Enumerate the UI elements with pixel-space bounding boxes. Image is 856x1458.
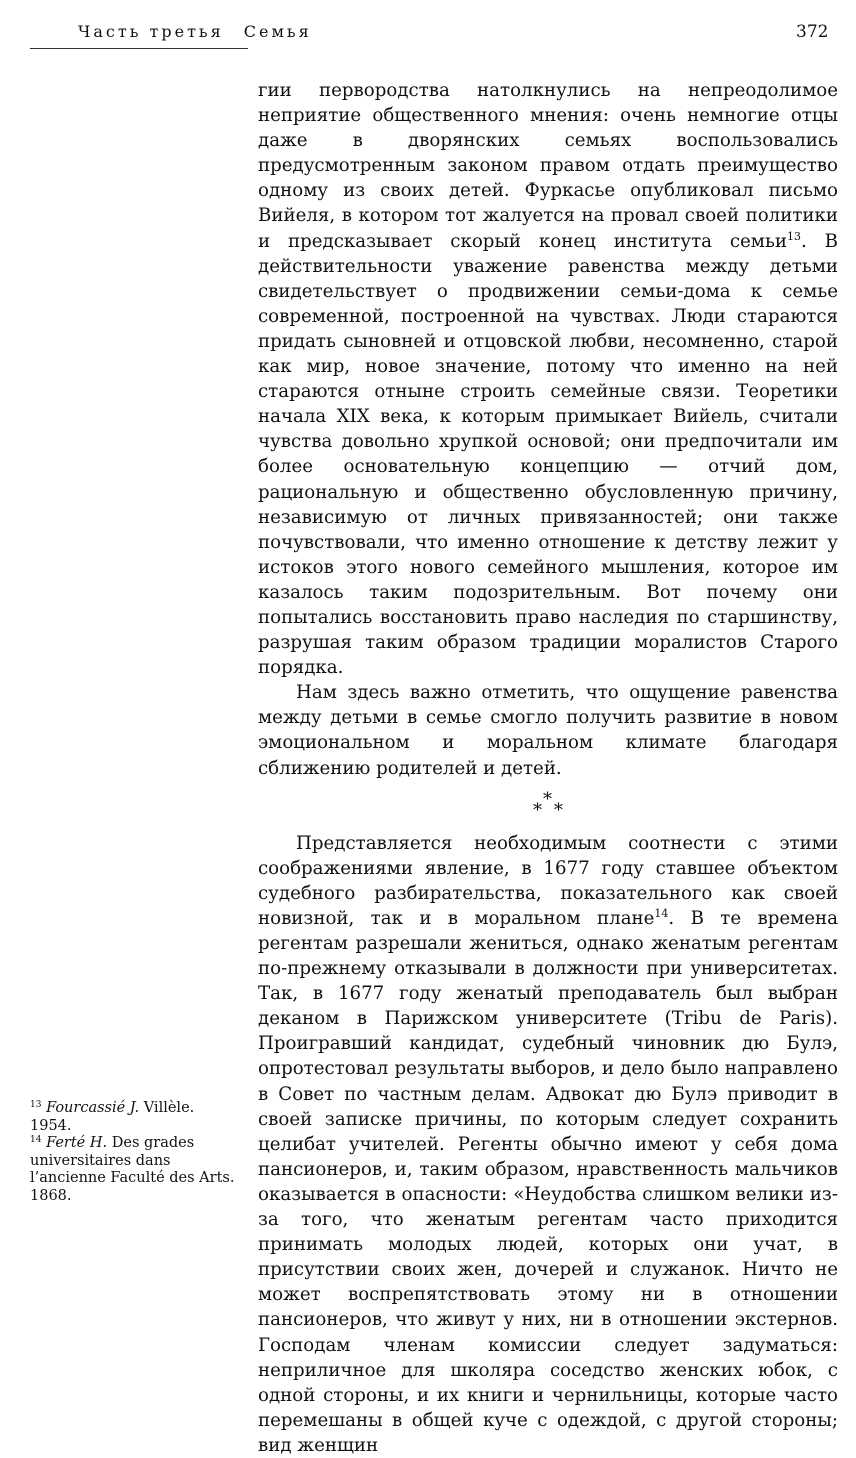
paragraph-3-text-a: Представляется необходимым соотнести с этими соображениями явление, в 1677 году ставшее объектом судебного разбирательства, показательного как своей новизной, так и в моральном плане: [258, 832, 838, 929]
paragraph-2: Нам здесь важно отметить, что ощущение равенства между детьми в семье смогло получить развитие в новом эмоциональном и моральном климате благодаря сближению родителей и детей.: [258, 682, 838, 779]
paragraph-1-text-a: гии первородства натолкнулись на непреодолимое неприятие общественного мнения: очень немногие отцы даже в дворянских семьях воспользовались предусмотренным законом правом отдать преимущество одному из своих детей. Фуркасье опубликовал письмо Вийеля, в котором тот жалуется на провал своей политики и предсказывает скорый конец института семьи: [258, 80, 838, 252]
asterisk-left: *: [533, 799, 542, 821]
footnote-13-number: 13: [30, 1100, 42, 1110]
main-text: [258, 78, 838, 1458]
asterism: [258, 781, 838, 831]
footnotes: [30, 1100, 240, 1205]
paragraph-1-text-b: . В действительности уважение равенства между детьми свидетельствует о продвижении семьи-дома к семье современной, построенной на чувствах. Люди стараются придать сыновней и отцовской любви, несомненно, старой как мир, новое значение, потому что именно на ней стараются отныне строить семейные связи. Теоретики начала XIX века, к которым примыкает Вийель, считали чувства довольно хрупкой основой; они предпочитали им более основательную концепцию — отчий дом, рациональную и общественно обусловленную причину, независимую от личных привязанностей; они также почувствовали, что именно отношение к детству лежит у истоков этого нового семейного мышления, которое им казалось таким подозрительным. Вот почему они попытались восстановить право наследия по старшинству, разрушая таким образом традиции моралистов Старого порядка.: [258, 230, 838, 679]
running-header: [78, 22, 312, 41]
footnote-13: [30, 1100, 240, 1135]
footnote-13-author: Fourcassié J.: [46, 1100, 140, 1116]
footnote-ref-13: 13: [786, 229, 801, 243]
paragraph-3-text-b: . В те времена регентам разрешали жениться, однако женатым регентам по-прежнему отказывали в должности при университетах. Так, в 1677 году женатый преподаватель был выбран деканом в Парижском университете (Tribu de Paris). Проигравший кандидат, судебный чиновник дю Булэ, опротестовал результаты выборов, и дело было направлено в Совет по частным делам. Адвокат дю Булэ приводит в своей записке причины, по которым следует сохранить целибат учителей. Регенты обычно имеют у себя дома пансионеров, и, таким образом, нравственность мальчиков оказывается в опасности: «Неудобства слишком велики из-за того, что женатым регентам часто приходится принимать молодых людей, которых они учат, в присутствии своих жен, дочерей и служанок. Ничто не может воспрепятствовать этому ни в отношении пансионеров, что живут у них, ни в отношении экстернов. Господам членам комиссии следует задуматься: неприличное для школяра соседство женских юбок, с одной стороны, и их книги и чернильницы, которые часто перемешаны в общей куче с одеждой, с другой стороны; вид женщин: [258, 907, 838, 1456]
paragraph-3: [258, 831, 838, 1458]
paragraph-1: [258, 78, 838, 680]
footnote-14-number: 14: [30, 1135, 42, 1145]
footnote-14: [30, 1135, 240, 1205]
footnote-14-author: Ferté H.: [46, 1135, 108, 1151]
footnote-ref-14: 14: [654, 906, 669, 920]
asterisk-top: *: [543, 788, 552, 810]
page-number: 372: [796, 22, 829, 42]
header-chapter: Семья: [243, 22, 312, 41]
footnote-14-text: Des grades universitaires dans l’ancienne Faculté des Arts. 1868.: [30, 1135, 235, 1204]
asterisk-right: *: [554, 799, 563, 821]
header-rule: [30, 48, 248, 49]
header-section: Часть третья: [78, 22, 224, 41]
footnote-13-text: Villèle. 1954.: [30, 1100, 195, 1134]
